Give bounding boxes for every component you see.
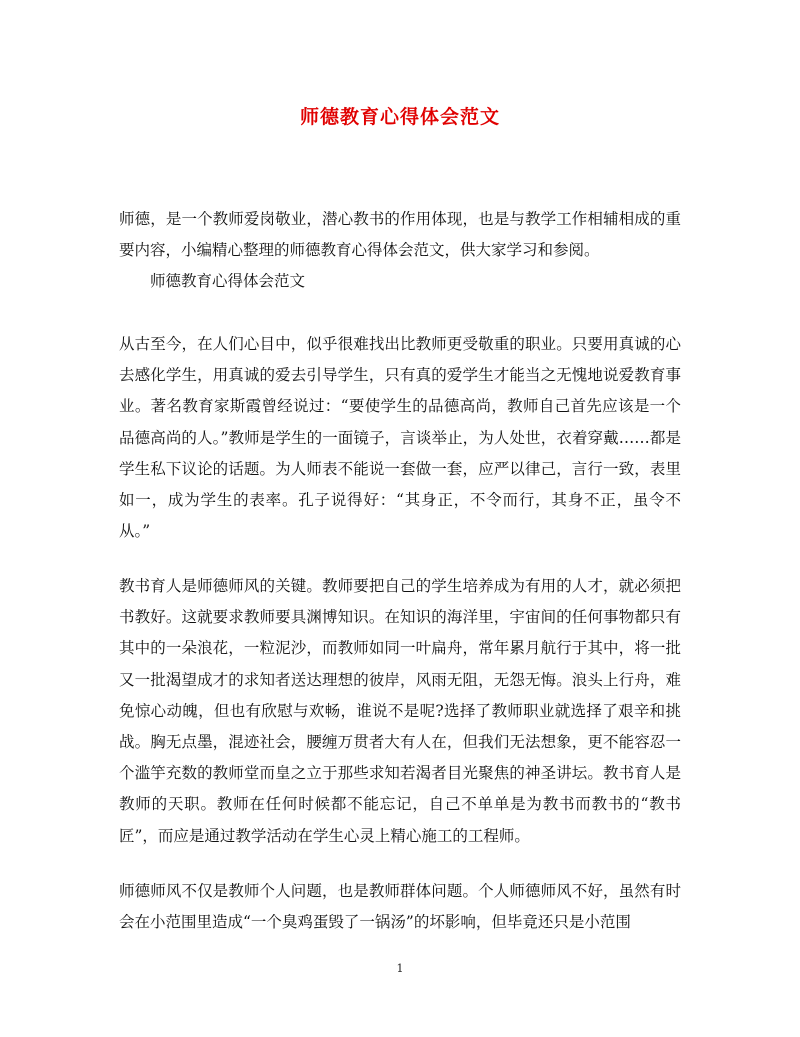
intro-paragraph: 师德，是一个教师爱岗敬业，潜心教书的作用体现，也是与教学工作相辅相成的重要内容，小编精心整理的师德教育心得体会范文，供大家学习和参阅。 [119, 210, 681, 260]
document-title: 师德教育心得体会范文 [299, 106, 500, 128]
body-paragraph: 师德师风不仅是教师个人问题，也是教师群体问题。个人师德师风不好，虽然有时会在小范围里造成“一个臭鸡蛋毁了一锅汤”的坏影响，但毕竟还只是小范围 [119, 882, 681, 932]
body-paragraph: 从古至今，在人们心目中，似乎很难找出比教师更受敬重的职业。只要用真诚的心去感化学生，用真诚的爱去引导学生，只有真的爱学生才能当之无愧地说爱教育事业。著名教育家斯霞曾经说过：“要使学生的品德高尚，教师自己首先应该是一个品德高尚的人。”教师是学生的一面镜子，言谈举止，为人处世，衣着穿戴……都是学生私下议论的话题。为人师表不能说一套做一套，应严以律己，言行一致，表里如一，成为学生的表率。孔子说得好：“其身正，不令而行，其身不正，虽令不从。” [119, 335, 681, 541]
body-paragraph: 教书育人是师德师风的关键。教师要把自己的学生培养成为有用的人才，就必须把书教好。这就要求教师要具渊博知识。在知识的海洋里，宇宙间的任何事物都只有其中的一朵浪花，一粒泥沙，而教师如同一叶扁舟，常年累月航行于其中，将一批又一批渴望成才的求知者送达理想的彼岸，风雨无阻，无怨无悔。浪头上行舟，难免惊心动魄，但也有欣慰与欢畅，谁说不是呢?选择了教师职业就选择了艰辛和挑战。胸无点墨，混迹社会，腰缠万贯者大有人在，但我们无法想象，更不能容忍一个滥竽充数的教师堂而皇之立于那些求知若渴者目光聚焦的神圣讲坛。教书育人是教师的天职。教师在任何时候都不能忘记，自己不单单是为教书而教书的“教书匠”，而应是通过教学活动在学生心灵上精心施工的工程师。 [119, 577, 681, 845]
subheading: 师德教育心得体会范文 [150, 272, 306, 290]
page-number: 1 [396, 962, 404, 975]
